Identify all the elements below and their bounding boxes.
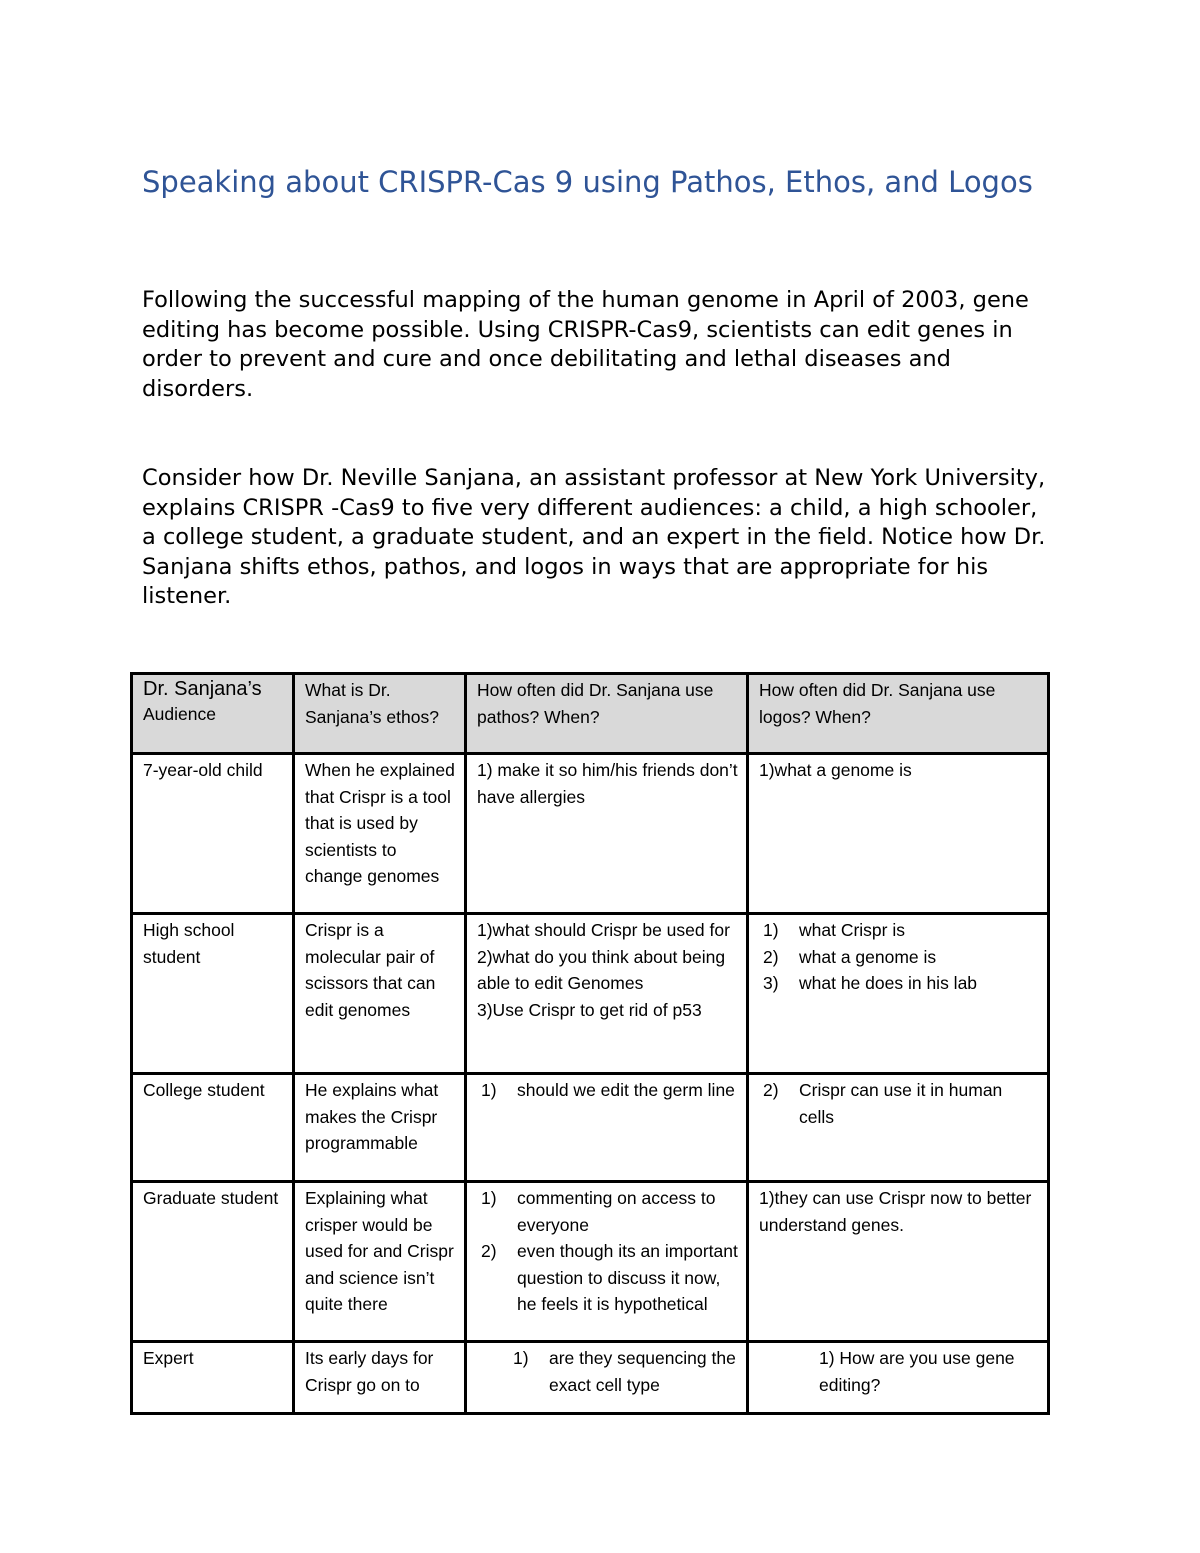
row-college-ethos: He explains what makes the Crispr programmable xyxy=(294,1074,466,1182)
list-item xyxy=(513,1345,738,1398)
logos-list xyxy=(759,917,1039,997)
row-highschool-audience: High school student xyxy=(132,914,294,1074)
table-row xyxy=(132,914,1049,1074)
list-number: 3) xyxy=(763,973,779,993)
header-audience xyxy=(132,674,294,754)
table-row xyxy=(132,1182,1049,1342)
row-child-audience: 7-year-old child xyxy=(132,754,294,914)
pathos-line: 3)Use Crispr to get rid of p53 xyxy=(477,999,702,1020)
pathos-list xyxy=(477,1185,738,1318)
list-number: 2) xyxy=(763,946,779,967)
list-text: what a genome is xyxy=(799,946,937,967)
row-expert-audience: Expert xyxy=(132,1342,294,1414)
audience-analysis-table xyxy=(130,672,1050,1415)
header-ethos: What is Dr. Sanjana’s ethos? xyxy=(294,674,466,754)
list-text: are they sequencing the exact cell type xyxy=(549,1348,736,1395)
row-highschool-logos xyxy=(748,914,1049,1074)
list-item xyxy=(481,1077,738,1104)
table-header-row xyxy=(132,674,1049,754)
list-number: 1) xyxy=(513,1348,529,1368)
row-child-logos: 1)what a genome is xyxy=(748,754,1049,914)
row-college-logos xyxy=(748,1074,1049,1182)
row-expert-ethos: Its early days for Crispr go on to xyxy=(294,1342,466,1414)
row-graduate-ethos: Explaining what crisper would be used for and Crispr and science isn’t quite there xyxy=(294,1182,466,1342)
list-item xyxy=(763,917,1039,944)
list-item xyxy=(763,970,1039,997)
list-number: 2) xyxy=(763,1080,779,1100)
pathos-list xyxy=(477,1077,738,1104)
row-graduate-audience: Graduate student xyxy=(132,1182,294,1342)
row-highschool-pathos xyxy=(466,914,748,1074)
table-row xyxy=(132,1342,1049,1414)
logos-list xyxy=(759,1077,1039,1130)
header-audience-line1: Dr. Sanjana’s xyxy=(143,678,262,700)
row-expert-logos: 1) How are you use gene editing? xyxy=(748,1342,1049,1414)
list-item xyxy=(481,1238,738,1318)
row-graduate-pathos xyxy=(466,1182,748,1342)
row-highschool-ethos: Crispr is a molecular pair of scissors that can edit genomes xyxy=(294,914,466,1074)
list-text: what he does in his lab xyxy=(799,973,978,993)
table-row xyxy=(132,754,1049,914)
list-text: Crispr can use it in human cells xyxy=(799,1080,1003,1127)
header-audience-line2: Audience xyxy=(143,704,216,724)
row-college-pathos xyxy=(466,1074,748,1182)
row-expert-pathos xyxy=(466,1342,748,1414)
intro-paragraph: Following the successful mapping of the human genome in April of 2003, gene editing has become possible. Using CRISPR-Cas9, scientists can edit genes in order to prevent and cure and once debilitating and lethal diseases and disorders. xyxy=(142,287,1029,402)
list-text: should we edit the germ line xyxy=(517,1080,735,1100)
table-row xyxy=(132,1074,1049,1182)
pathos-line: 1)what should Crispr be used for xyxy=(477,920,730,940)
list-number: 2) xyxy=(481,1241,497,1261)
list-text: commenting on access to everyone xyxy=(517,1188,716,1235)
list-item xyxy=(763,1077,1039,1130)
pathos-list xyxy=(509,1345,738,1398)
row-college-audience: College student xyxy=(132,1074,294,1182)
list-number: 1) xyxy=(481,1188,497,1208)
row-child-ethos: When he explained that Crispr is a tool that is used by scientists to change genomes xyxy=(294,754,466,914)
row-graduate-logos: 1)they can use Crispr now to better understand genes. xyxy=(748,1182,1049,1342)
header-pathos: How often did Dr. Sanjana use pathos? When? xyxy=(466,674,748,754)
list-item xyxy=(763,944,1039,971)
row-child-pathos: 1) make it so him/his friends don’t have allergies xyxy=(466,754,748,914)
list-text: even though its an important question to discuss it now, he feels it is hypothetical xyxy=(517,1241,738,1314)
document-title: Speaking about CRISPR-Cas 9 using Pathos, Ethos, and Logos xyxy=(142,165,1033,199)
list-number: 1) xyxy=(481,1080,497,1100)
list-item xyxy=(481,1185,738,1238)
header-logos: How often did Dr. Sanjana use logos? When? xyxy=(748,674,1049,754)
context-paragraph: Consider how Dr. Neville Sanjana, an assistant professor at New York University, explains CRISPR -Cas9 to five very different audiences: a child, a high schooler, a college student, a graduate student, and an expert in the field. Notice how Dr. Sanjana shifts ethos, pathos, and logos in ways that are appropriate for his listener. xyxy=(142,465,1046,610)
pathos-line: 2)what do you think about being able to edit Genomes xyxy=(477,946,726,993)
list-text: what Crispr is xyxy=(799,920,905,940)
list-number: 1) xyxy=(763,920,779,940)
